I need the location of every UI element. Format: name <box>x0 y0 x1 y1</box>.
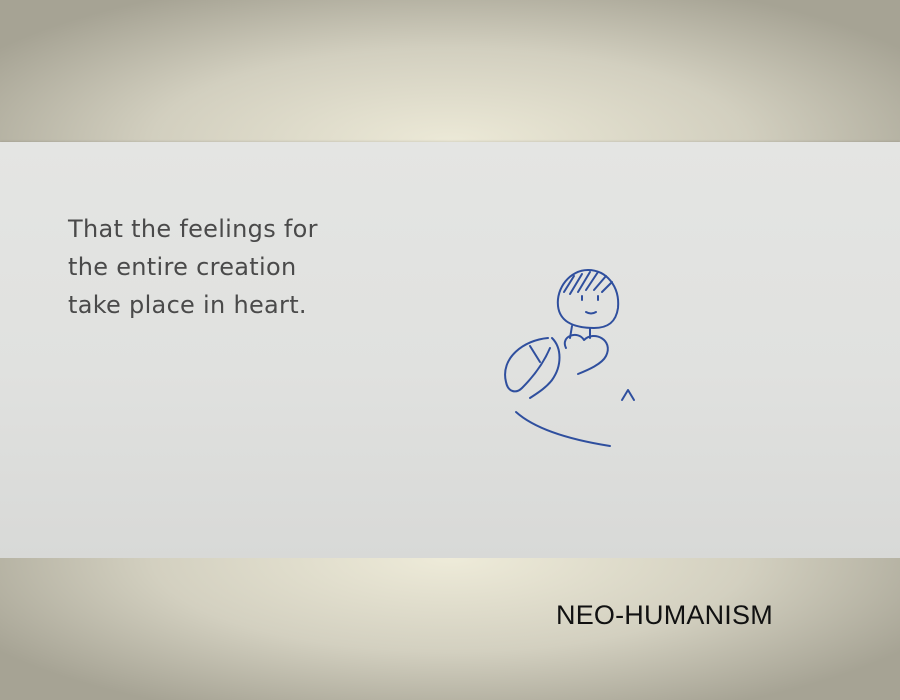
sketch-heart <box>565 335 608 374</box>
sketch-caret <box>622 390 634 400</box>
sketch-forearm <box>530 338 560 398</box>
sketch-eyes <box>582 296 598 300</box>
slide-title: NEO-HUMANISM <box>556 600 773 630</box>
caption-line-3: take place in heart. <box>68 291 307 319</box>
stick-figure-sketch <box>490 262 650 452</box>
top-background-band <box>0 0 900 142</box>
sketch-arm <box>505 338 550 391</box>
sketch-swoosh <box>516 412 610 446</box>
caption-line-1: That the feelings for <box>68 215 318 243</box>
paper-sheet <box>0 142 900 558</box>
caption-line-2: the entire creation <box>68 253 297 281</box>
sketch-head <box>558 270 618 328</box>
handwritten-caption <box>68 210 398 324</box>
sketch-mouth <box>586 312 596 314</box>
